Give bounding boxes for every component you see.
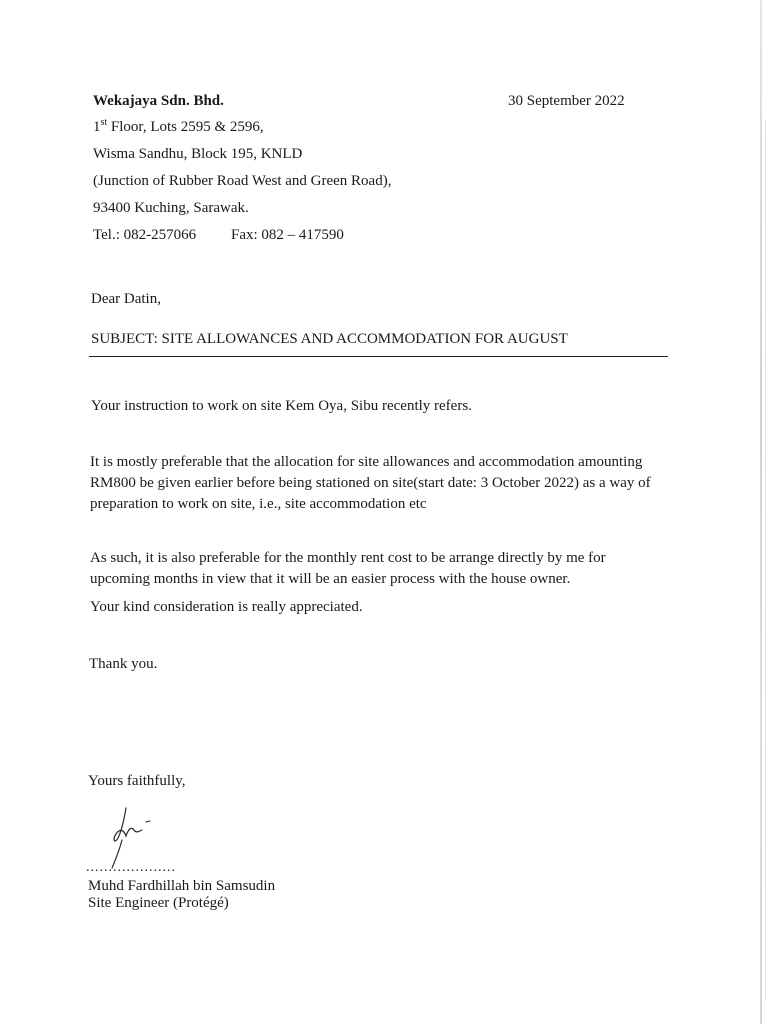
floor-rest: Floor, Lots 2595 & 2596,	[107, 119, 264, 135]
body-paragraph-3: As such, it is also preferable for the monthly rent cost to be arrange directly by me for upcoming months in view that it will be an easier process with the house owner.	[90, 550, 606, 587]
closing: Yours faithfully,	[88, 773, 186, 789]
signatory-name: Muhd Fardhillah bin Samsudin	[88, 878, 276, 894]
subject-underline	[89, 356, 668, 357]
company-name: Wekajaya Sdn. Bhd.	[93, 93, 224, 109]
address-line-3: (Junction of Rubber Road West and Green Road),	[93, 173, 392, 189]
thank-you: Thank you.	[89, 656, 158, 672]
address-line-2: Wisma Sandhu, Block 195, KNLD	[93, 146, 303, 162]
address-line-4: 93400 Kuching, Sarawak.	[93, 200, 249, 216]
floor-superscript: st	[100, 117, 108, 128]
subject-line: SUBJECT: SITE ALLOWANCES AND ACCOMMODATION FOR AUGUST	[91, 331, 568, 347]
floor-number: 1	[93, 119, 101, 135]
body-paragraph-1: Your instruction to work on site Kem Oya, Sibu recently refers.	[91, 398, 472, 414]
body-paragraph-2: It is mostly preferable that the allocation for site allowances and accommodation amounting RM800 be given earlier before being stationed on site(start date: 3 October 2022) as a way of preparation to work on site, i.e., site accommodation etc	[90, 454, 651, 512]
address-line-1	[93, 117, 264, 137]
body-paragraph-4: Your kind consideration is really appreciated.	[90, 599, 363, 615]
scan-edge-shadow	[760, 0, 762, 1024]
scan-edge-shadow-inner	[765, 120, 766, 1000]
fax: Fax: 082 – 417590	[231, 227, 344, 243]
signatory-title: Site Engineer (Protégé)	[88, 895, 229, 911]
salutation: Dear Datin,	[91, 291, 161, 307]
letter-date: 30 September 2022	[508, 93, 625, 109]
telephone: Tel.: 082-257066	[93, 227, 197, 243]
signature-line: ....................	[86, 860, 176, 875]
